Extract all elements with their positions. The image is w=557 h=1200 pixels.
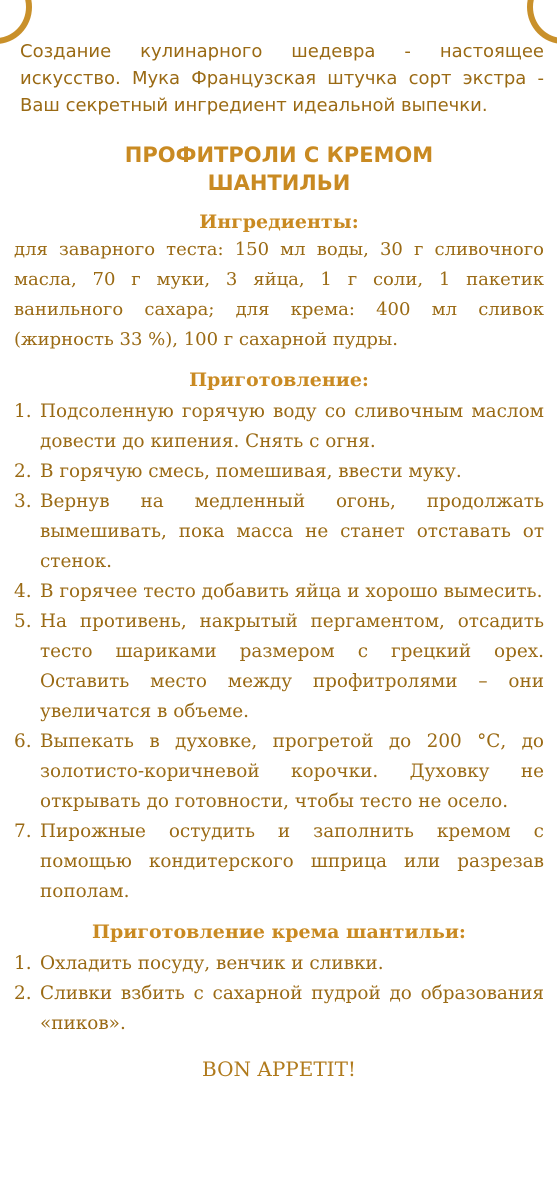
preparation-steps	[14, 397, 544, 907]
step-number: 7.	[14, 821, 32, 842]
ingredients-text: для заварного теста: 150 мл воды, 30 г сливочного масла, 70 г муки, 3 яйца, 1 г соли, 1 пакетик ванильного сахара; для крема: 400 мл сливок (жирность 33 %), 100 г сахарной пудры.	[14, 239, 544, 350]
list-item	[14, 397, 544, 457]
step-number: 1.	[14, 401, 32, 422]
cream-heading: Приготовление крема шантильи:	[92, 921, 466, 943]
step-number: 4.	[14, 581, 32, 602]
ingredients-heading: Ингредиенты:	[199, 211, 359, 233]
list-item	[14, 817, 544, 907]
step-number: 6.	[14, 731, 32, 752]
step-text: Охладить посуду, венчик и сливки.	[40, 953, 384, 974]
list-item	[14, 487, 544, 577]
step-number: 1.	[14, 953, 32, 974]
intro-paragraph: Создание кулинарного шедевра - настоящее искусство. Мука Французская штучка сорт экстра - Ваш секретный ингредиент идеальной выпечки.	[20, 41, 544, 116]
step-number: 3.	[14, 491, 32, 512]
step-text: Сливки взбить с сахарной пудрой до образования «пиков».	[40, 983, 544, 1034]
list-item	[14, 727, 544, 817]
step-text: Подсоленную горячую воду со сливочным маслом довести до кипения. Снять с огня.	[40, 401, 544, 452]
list-item	[14, 979, 544, 1039]
step-text: На противень, накрытый пергаментом, отсадить тесто шариками размером с грецкий орех. Оставить место между профитролями – они увеличатся в объеме.	[40, 611, 544, 722]
step-number: 5.	[14, 611, 32, 632]
title-line-1: ПРОФИТРОЛИ С КРЕМОМ	[124, 143, 434, 167]
step-text: В горячее тесто добавить яйца и хорошо вымесить.	[40, 581, 543, 602]
title-line-2: ШАНТИЛЬИ	[207, 171, 351, 195]
step-text: Пирожные остудить и заполнить кремом с помощью кондитерского шприца или разрезав пополам.	[40, 821, 544, 902]
step-number: 2.	[14, 461, 32, 482]
recipe-title	[14, 141, 544, 197]
step-text: В горячую смесь, помешивая, ввести муку.	[40, 461, 462, 482]
step-text: Вернув на медленный огонь, продолжать вымешивать, пока масса не станет отставать от стенок.	[40, 491, 544, 572]
recipe-page	[14, 0, 544, 1081]
bon-appetit-footer: BON APPETIT!	[202, 1057, 356, 1081]
list-item	[14, 577, 544, 607]
step-text: Выпекать в духовке, прогретой до 200 °С, до золотисто-коричневой корочки. Духовку не открывать до готовности, чтобы тесто не осело.	[40, 731, 544, 812]
step-number: 2.	[14, 983, 32, 1004]
cream-steps	[14, 949, 544, 1039]
list-item	[14, 607, 544, 727]
preparation-heading: Приготовление:	[189, 369, 369, 391]
list-item	[14, 949, 544, 979]
list-item	[14, 457, 544, 487]
